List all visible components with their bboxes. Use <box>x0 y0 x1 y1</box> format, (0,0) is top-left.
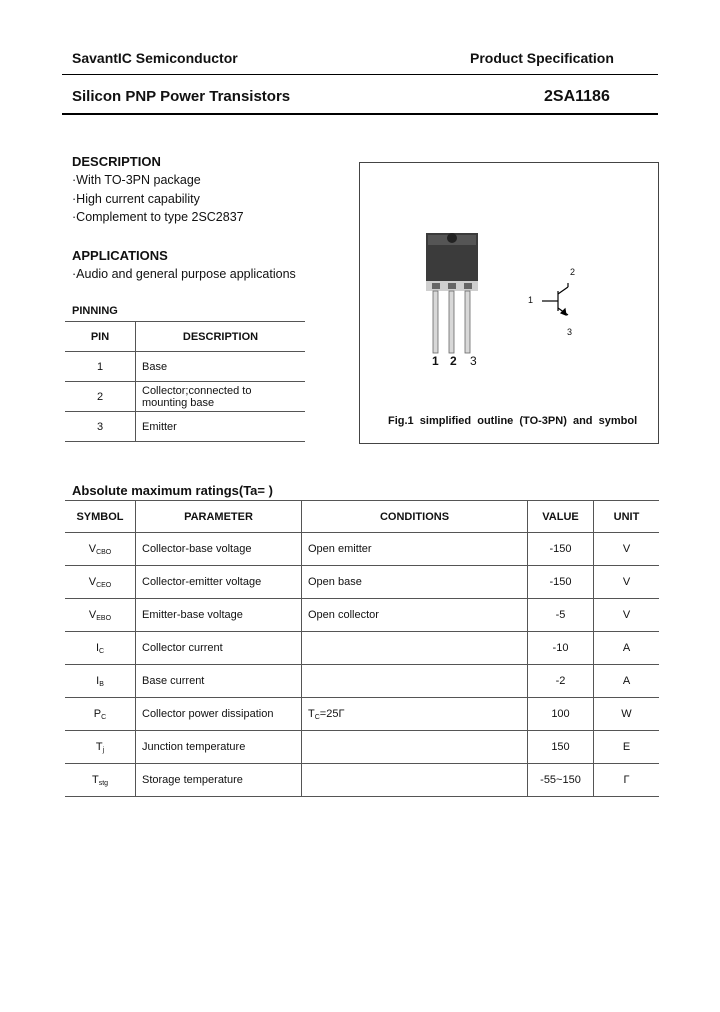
symbol-letter: P <box>93 707 102 720</box>
figure-box <box>359 162 659 444</box>
symbol-cell <box>65 533 136 566</box>
parameter-cell: Storage temperature <box>136 764 302 797</box>
symbol-letter: I <box>96 674 100 687</box>
doc-type: Product Specification <box>470 50 614 66</box>
symbol-letter: V <box>88 608 97 621</box>
symbol-subscript: j <box>102 746 105 754</box>
value-cell: -2 <box>528 665 594 698</box>
pinning-header-row <box>65 322 305 352</box>
symbol-letter: T <box>91 773 99 786</box>
ratings-title: Absolute maximum ratings(Ta= ) <box>72 483 273 498</box>
symbol-cell <box>65 698 136 731</box>
value-cell: -150 <box>528 566 594 599</box>
pinning-table <box>65 321 305 442</box>
condition-letter: T <box>308 707 315 720</box>
table-row <box>65 764 659 797</box>
parameter-cell: Emitter-base voltage <box>136 599 302 632</box>
pin-number: 1 <box>65 352 136 382</box>
pin-description: Collector;connected to mounting base <box>136 382 306 412</box>
symbol-subscript: C <box>101 713 107 721</box>
value-cell: 150 <box>528 731 594 764</box>
header-rule-bottom <box>62 113 658 115</box>
unit-cell: A <box>594 665 660 698</box>
parameter-cell: Collector-base voltage <box>136 533 302 566</box>
unit-cell: Γ <box>594 764 660 797</box>
symbol-cell <box>65 632 136 665</box>
symbol-label-3: 3 <box>567 327 573 337</box>
symbol-subscript: C <box>99 647 105 655</box>
symbol-subscript: B <box>99 680 104 688</box>
value-cell: -55~150 <box>528 764 594 797</box>
pin-description: Emitter <box>136 412 306 442</box>
value-cell: 100 <box>528 698 594 731</box>
condition-rest: =25Γ <box>319 707 345 720</box>
symbol-label-1: 1 <box>528 295 534 305</box>
ratings-table <box>65 500 659 797</box>
unit-cell: V <box>594 599 660 632</box>
symbol-subscript: CEO <box>96 581 112 589</box>
table-row <box>65 665 659 698</box>
lead-label-1: 1 <box>432 354 439 368</box>
table-row <box>65 632 659 665</box>
lead-label-3: 3 <box>470 354 477 368</box>
symbol-cell <box>65 764 136 797</box>
symbol-subscript: EBO <box>96 614 112 622</box>
table-row <box>65 731 659 764</box>
symbol-label-2: 2 <box>570 267 576 277</box>
parameter-cell: Collector-emitter voltage <box>136 566 302 599</box>
unit-cell: V <box>594 533 660 566</box>
table-row <box>65 566 659 599</box>
description-item: ·Complement to type 2SC2837 <box>72 210 244 224</box>
conditions-cell <box>302 731 528 764</box>
conditions-col-header: CONDITIONS <box>302 501 528 533</box>
value-col-header: VALUE <box>528 501 594 533</box>
table-row <box>65 352 305 382</box>
conditions-cell <box>302 698 528 731</box>
table-row <box>65 599 659 632</box>
to3pn-package-image <box>426 233 478 353</box>
table-row <box>65 533 659 566</box>
unit-col-header: UNIT <box>594 501 660 533</box>
pin-col-header: PIN <box>65 322 136 352</box>
unit-cell: A <box>594 632 660 665</box>
symbol-letter: T <box>95 740 103 753</box>
part-number: 2SA1186 <box>544 88 610 105</box>
pnp-symbol <box>542 283 568 315</box>
unit-cell: Ε <box>594 731 660 764</box>
condition-subscript: C <box>314 713 320 721</box>
product-line: Silicon PNP Power Transistors <box>72 88 291 105</box>
transistor-outline-figure <box>360 163 658 443</box>
parameter-cell: Collector power dissipation <box>136 698 302 731</box>
symbol-cell <box>65 566 136 599</box>
conditions-cell: Open collector <box>302 599 528 632</box>
symbol-cell <box>65 665 136 698</box>
symbol-subscript: stg <box>98 779 109 787</box>
lead-label-2: 2 <box>450 354 457 368</box>
table-row <box>65 382 305 412</box>
symbol-col-header: SYMBOL <box>65 501 136 533</box>
symbol-letter: V <box>88 575 97 588</box>
table-row <box>65 698 659 731</box>
pinning-title: PINNING <box>72 305 118 317</box>
symbol-letter: I <box>95 641 99 654</box>
parameter-cell: Collector current <box>136 632 302 665</box>
value-cell: -5 <box>528 599 594 632</box>
ratings-header-row <box>65 501 659 533</box>
parameter-cell: Junction temperature <box>136 731 302 764</box>
value-cell: -150 <box>528 533 594 566</box>
figure-caption: Fig.1 simplified outline (TO-3PN) and symbol <box>388 415 638 427</box>
symbol-cell <box>65 731 136 764</box>
conditions-cell <box>302 665 528 698</box>
table-row <box>65 412 305 442</box>
description-col-header: DESCRIPTION <box>136 322 306 352</box>
pin-number: 2 <box>65 382 136 412</box>
conditions-cell <box>302 632 528 665</box>
symbol-subscript: CBO <box>96 548 112 556</box>
value-cell: -10 <box>528 632 594 665</box>
applications-item: ·Audio and general purpose applications <box>72 267 296 281</box>
description-item: ·High current capability <box>72 192 200 206</box>
parameter-cell: Base current <box>136 665 302 698</box>
unit-cell: W <box>594 698 660 731</box>
symbol-cell <box>65 599 136 632</box>
description-title: DESCRIPTION <box>72 154 161 169</box>
applications-title: APPLICATIONS <box>72 248 168 263</box>
header-rule-top <box>62 74 658 75</box>
description-item: ·With TO-3PN package <box>72 173 201 187</box>
parameter-col-header: PARAMETER <box>136 501 302 533</box>
symbol-letter: V <box>88 542 97 555</box>
conditions-cell: Open emitter <box>302 533 528 566</box>
conditions-cell: Open base <box>302 566 528 599</box>
company-name: SavantIC Semiconductor <box>72 50 238 66</box>
conditions-cell <box>302 764 528 797</box>
pin-number: 3 <box>65 412 136 442</box>
unit-cell: V <box>594 566 660 599</box>
pin-description: Base <box>136 352 306 382</box>
